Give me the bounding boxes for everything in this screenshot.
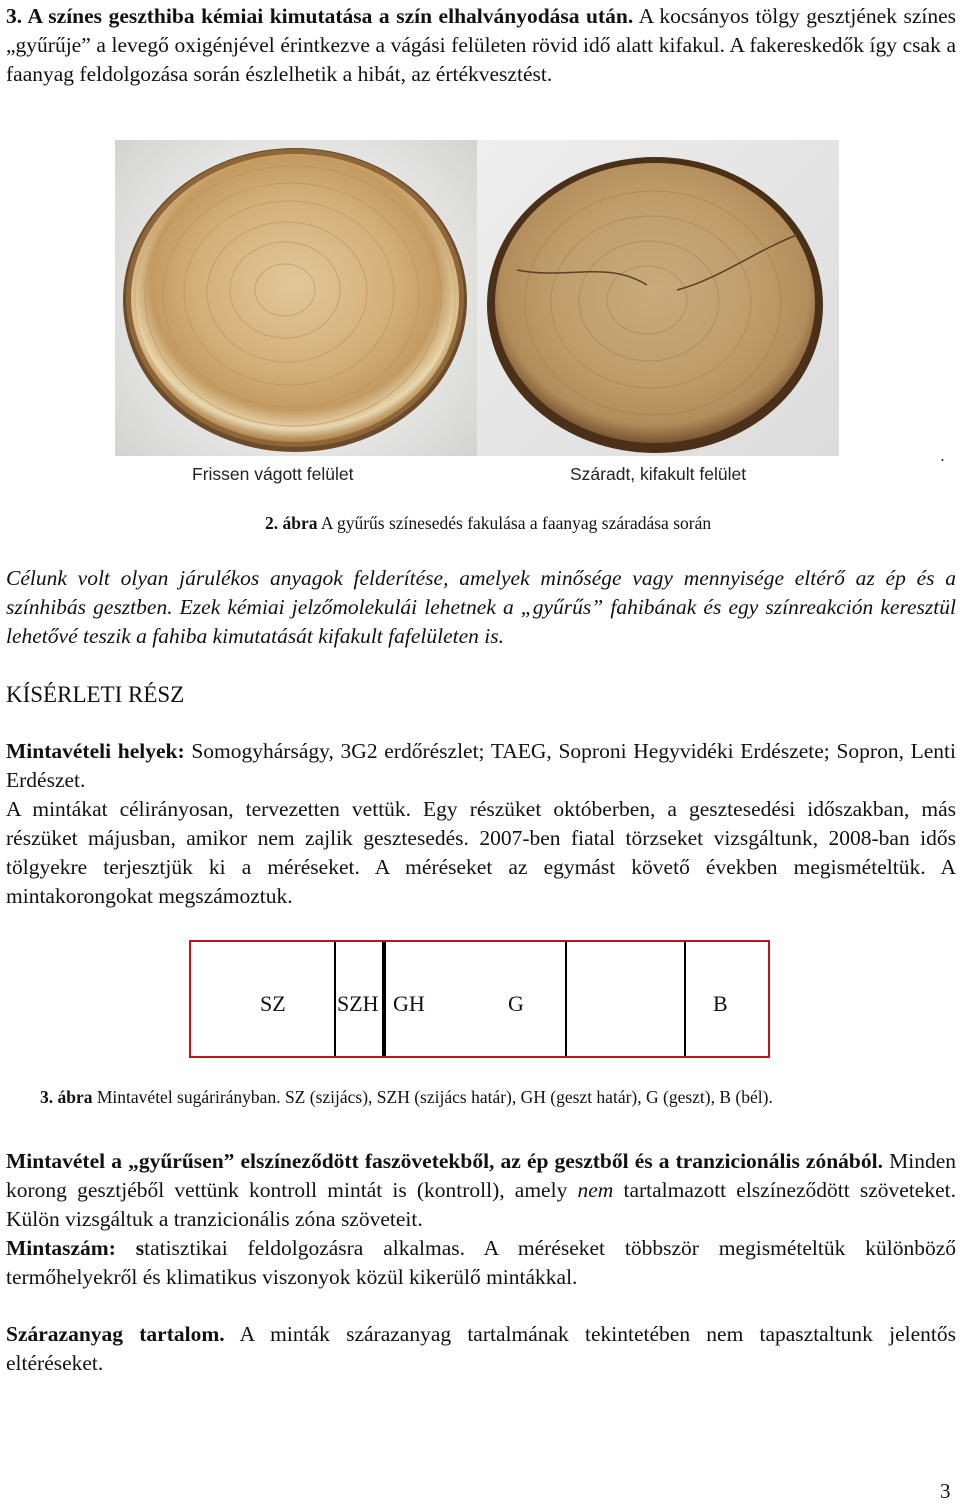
intro-paragraph <box>6 2 956 89</box>
sites-line <box>6 737 956 795</box>
goal-paragraph: Célunk volt olyan járulékos anyagok felderítése, amelyek minősége vagy mennyisége eltérő az ép és a színhibás gesztben. Ezek kémiai jelzőmolekulái lehetnek a „gyűrűs” fahibának és egy színreakción keresztül lehetővé teszik a fahiba kimutatását kifakult fafelületen is. <box>6 566 956 648</box>
zone-divider <box>684 942 686 1056</box>
figure-2-caption <box>265 512 711 534</box>
figure-2-text: A gyűrűs színesedés fakulása a faanyag száradása során <box>317 513 712 533</box>
dry-matter-text: A minták szárazanyag tartalmának tekintetében nem tapasztaltunk jelentős eltéréseket. <box>6 1322 956 1375</box>
dry-matter-paragraph <box>6 1320 956 1378</box>
figure-3-caption <box>40 1086 773 1108</box>
zone-label-gh: GH <box>393 991 425 1016</box>
sampling-text-em: nem <box>577 1178 614 1202</box>
sample-count-block <box>6 1234 956 1292</box>
figure-2-label: 2. ábra <box>265 513 318 533</box>
sites-text: Somogyhárságy, 3G2 erdőrészlet; TAEG, Soproni Hegyvidéki Erdészete; Sopron, Lenti Erdészet. <box>6 739 957 792</box>
radial-sampling-diagram <box>189 940 770 1058</box>
page-number: 3 <box>940 1479 951 1503</box>
zone-label-sz: SZ <box>260 991 286 1016</box>
dry-matter-label: Szárazanyag tartalom. <box>6 1322 225 1346</box>
sampling-text-b: tartalmazott elszíneződött szöveteket. Külön vizsgáltuk a tranzicionális zóna szöveteit. <box>6 1178 956 1231</box>
zone-divider-thick <box>382 942 386 1056</box>
figure-3-label: 3. ábra <box>40 1087 93 1107</box>
zone-label-g: G <box>508 991 524 1016</box>
sampling-block <box>6 1147 956 1234</box>
zone-label-szh: SZH <box>337 991 379 1016</box>
sites-label: Mintavételi helyek: <box>6 739 185 763</box>
section-title: KÍSÉRLETI RÉSZ <box>6 682 185 707</box>
dried-faded-disc-photo <box>477 140 839 456</box>
figure-3-text: Mintavétel sugárirányban. SZ (szijács), SZH (szijács határ), GH (geszt határ), G (geszt), B (bél). <box>92 1087 773 1107</box>
stray-dot: . <box>940 445 945 465</box>
sampling-label: Mintavétel a „gyűrűsen” elszíneződött faszövetekből, az ép gesztből és a tranzicionális zónából. <box>6 1149 883 1173</box>
zone-divider <box>565 942 567 1056</box>
dried-surface-caption: Száradt, kifakult felület <box>570 464 747 484</box>
sampling-method-text: A mintákat célirányosan, tervezetten vettük. Egy részüket októberben, a gesztesedési időszakban, más részüket májusban, amikor nem zajlik gesztesedés. 2007-ben fiatal törzseket vizsgáltunk, 2008-ban idős tölgyekre terjesztjük ki a méréseket. A méréseket az egymást követő években megismételtük. A mintakorongokat megszámoztuk. <box>6 797 956 908</box>
section-heading: 3. A színes geszthiba kémiai kimutatása a szín elhalványodása után. <box>6 4 634 28</box>
sampling-paragraph <box>6 1147 956 1292</box>
zone-divider <box>334 942 336 1056</box>
sample-count-text: tatisztikai feldolgozásra alkalmas. A méréseket többször megismételtük különböző termőhelyekről és klimatikus viszonyok közül kikerülő mintákkal. <box>6 1236 956 1289</box>
sampling-text-a: Minden korong gesztjéből vettünk kontroll mintát is (kontroll), amely <box>6 1149 956 1202</box>
fresh-surface-caption: Frissen vágott felület <box>192 464 354 484</box>
zone-label-b: B <box>713 991 728 1016</box>
fresh-cut-disc-photo <box>115 140 479 456</box>
sample-count-label: Mintaszám: s <box>6 1236 145 1260</box>
sampling-sites-paragraph <box>6 737 956 911</box>
intro-text: A kocsányos tölgy gesztjének színes „gyűrűje” a levegő oxigénjével érintkezve a vágási felületen rövid idő alatt kifakul. A fakereskedők így csak a faanyag feldolgozása során észlelhetik a hibát, az értékvesztést. <box>6 4 957 86</box>
